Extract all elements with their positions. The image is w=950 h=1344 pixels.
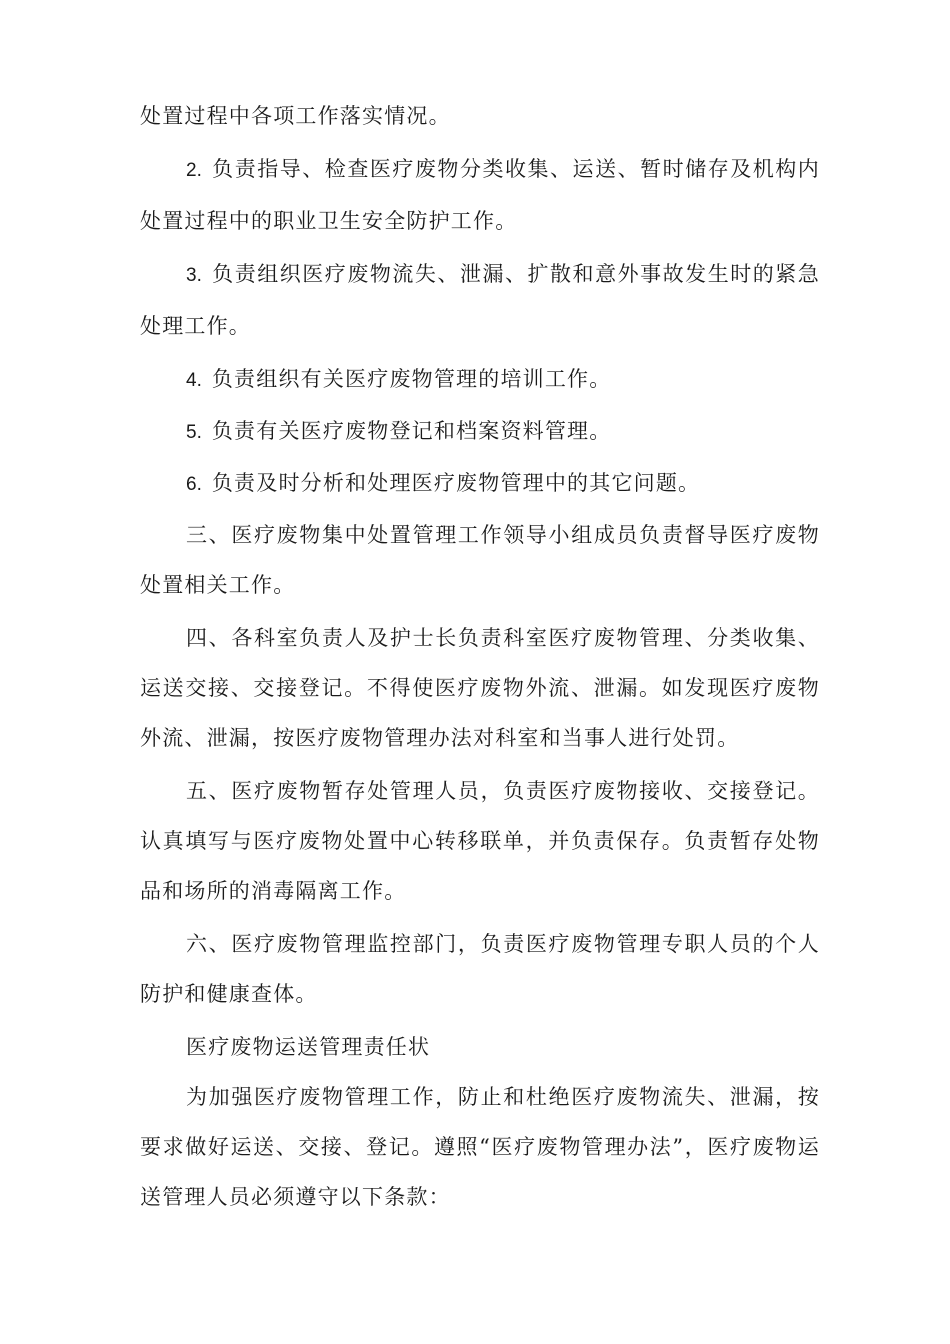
paragraph-text: 四、各科室负责人及护士长负责科室医疗废物管理、分类收集、运送交接、交接登记。不得使医疗废物外流、泄漏。如发现医疗废物外流、泄漏，按医疗废物管理办法对科室和当事人进行处罚。 <box>140 626 820 750</box>
list-number: 6. <box>186 474 202 495</box>
paragraph-text: 为加强医疗废物管理工作，防止和杜绝医疗废物流失、泄漏，按要求做好运送、交接、登记。遵照“医疗废物管理办法”，医疗废物运送管理人员必须遵守以下条款： <box>140 1085 820 1209</box>
paragraph-continuation <box>140 91 820 141</box>
section-four <box>140 613 820 763</box>
section-six <box>140 919 820 1019</box>
paragraph-text: 负责有关医疗废物登记和档案资料管理。 <box>211 419 612 443</box>
document-body <box>140 91 820 1222</box>
list-item-6 <box>140 458 820 510</box>
paragraph-text: 负责指导、检查医疗废物分类收集、运送、暂时储存及机构内处置过程中的职业卫生安全防护工作。 <box>140 157 820 233</box>
paragraph-text: 六、医疗废物管理监控部门，负责医疗废物管理专职人员的个人防护和健康查体。 <box>140 932 820 1006</box>
paragraph-text: 五、医疗废物暂存处管理人员，负责医疗废物接收、交接登记。认真填写与医疗废物处置中心转移联单，并负责保存。负责暂存处物品和场所的消毒隔离工作。 <box>140 779 820 903</box>
section-heading <box>140 1022 820 1072</box>
list-number: 5. <box>186 422 202 443</box>
list-number: 3. <box>186 265 202 286</box>
paragraph-text: 处置过程中各项工作落实情况。 <box>140 104 451 128</box>
paragraph-text: 三、医疗废物集中处置管理工作领导小组成员负责督导医疗废物处置相关工作。 <box>140 523 820 597</box>
intro-paragraph <box>140 1072 820 1222</box>
list-item-2 <box>140 144 820 246</box>
section-five <box>140 766 820 916</box>
list-number: 4. <box>186 370 202 391</box>
section-three <box>140 510 820 610</box>
list-number: 2. <box>186 160 202 181</box>
paragraph-text: 负责组织有关医疗废物管理的培训工作。 <box>211 367 612 391</box>
list-item-5 <box>140 406 820 458</box>
list-item-3 <box>140 249 820 351</box>
list-item-4 <box>140 354 820 406</box>
heading-text: 医疗废物运送管理责任状 <box>186 1035 431 1059</box>
paragraph-text: 负责及时分析和处理医疗废物管理中的其它问题。 <box>211 471 701 495</box>
paragraph-text: 负责组织医疗废物流失、泄漏、扩散和意外事故发生时的紧急处理工作。 <box>140 262 820 338</box>
